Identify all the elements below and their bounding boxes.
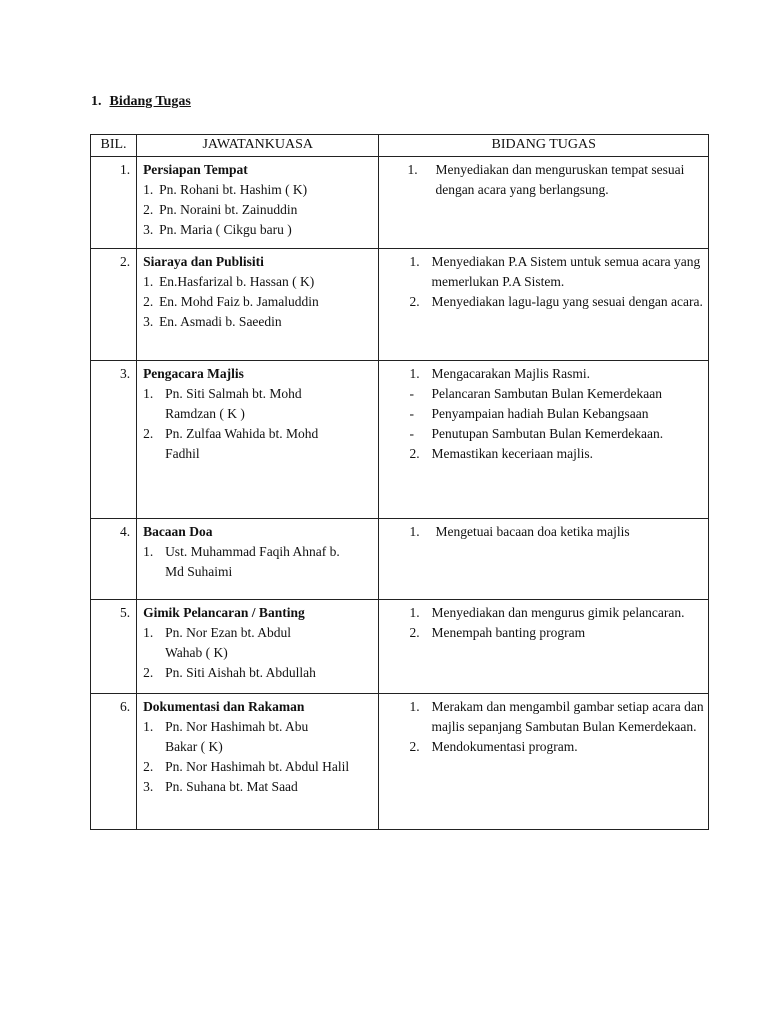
member-name: Pn. Suhana bt. Mat Saad [165, 779, 298, 794]
member-item [143, 717, 378, 757]
header-bil: BIL. [91, 135, 137, 157]
member-number: 1. [143, 386, 154, 401]
duty-text: Pelancaran Sambutan Bulan Kemerdekaan [431, 386, 662, 401]
duties-cell [379, 361, 709, 519]
duty-item [379, 404, 708, 424]
duty-marker: 2. [409, 446, 420, 461]
row-number: 3. [91, 361, 137, 519]
member-name: Pn. Nor Hashimah bt. Abdul Halil [165, 759, 350, 774]
header-duties: BIDANG TUGAS [379, 135, 709, 157]
committee-title: Persiapan Tempat [143, 162, 248, 177]
duty-marker: 2. [409, 739, 420, 754]
section-title: Bidang Tugas [109, 94, 191, 109]
committee-cell [137, 249, 379, 361]
duty-text: Mengetuai bacaan doa ketika majlis [435, 524, 630, 539]
table-row [91, 361, 709, 519]
member-number: 3. [143, 779, 154, 794]
duty-table [90, 134, 709, 830]
member-name: Ust. Muhammad Faqih Ahnaf b. [165, 544, 340, 559]
member-item [143, 292, 378, 312]
duty-text: Penyampaian hadiah Bulan Kebangsaan [431, 406, 649, 421]
duty-marker: 1. [409, 524, 420, 539]
duty-item [379, 737, 708, 757]
table-row [91, 600, 709, 694]
duty-item [379, 444, 708, 464]
member-number: 3. [143, 222, 154, 237]
member-number: 2. [143, 759, 154, 774]
member-name: Pn. Noraini bt. Zainuddin [159, 202, 298, 217]
duty-item [379, 384, 708, 404]
committee-cell [137, 519, 379, 600]
header-committee: JAWATANKUASA [137, 135, 379, 157]
duty-text: Memastikan keceriaan majlis. [431, 446, 594, 461]
member-name: Pn. Siti Salmah bt. Mohd [165, 386, 302, 401]
duty-item [379, 522, 708, 542]
duty-marker: 2. [409, 625, 420, 640]
member-number: 1. [143, 625, 154, 640]
member-name: En.Hasfarizal b. Hassan ( K) [159, 274, 315, 289]
duty-item [379, 603, 708, 623]
member-item [143, 542, 378, 582]
duty-text: Mendokumentasi program. [431, 739, 578, 754]
member-number: 1. [143, 544, 154, 559]
duty-item [379, 292, 708, 312]
member-name: Ramdzan ( K ) [165, 406, 245, 421]
duty-text: Menyediakan dan mengurus gimik pelancaran. [431, 605, 685, 620]
member-name: Pn. Zulfaa Wahida bt. Mohd [165, 426, 319, 441]
duty-text: Menyediakan lagu-lagu yang sesuai dengan acara. [431, 294, 703, 309]
committee-title: Dokumentasi dan Rakaman [143, 699, 305, 714]
committee-title: Siaraya dan Publisiti [143, 254, 264, 269]
duty-marker: 1. [409, 699, 420, 714]
duties-cell [379, 600, 709, 694]
member-number: 1. [143, 182, 154, 197]
duty-item [379, 252, 708, 292]
duty-text: Mengacarakan Majlis Rasmi. [431, 366, 591, 381]
member-number: 2. [143, 665, 154, 680]
table-header-row [91, 135, 709, 157]
member-number: 2. [143, 202, 154, 217]
duty-item [379, 364, 708, 384]
member-item [143, 200, 378, 220]
duties-cell [379, 157, 709, 249]
duty-item [379, 623, 708, 643]
member-number: 3. [143, 314, 154, 329]
committee-title: Bacaan Doa [143, 524, 213, 539]
duty-marker: - [409, 426, 414, 441]
member-item [143, 663, 378, 683]
section-heading [91, 94, 191, 110]
committee-cell [137, 157, 379, 249]
section-number: 1. [91, 94, 102, 109]
member-name: En. Asmadi b. Saeedin [159, 314, 282, 329]
member-item [143, 180, 378, 200]
table-row [91, 519, 709, 600]
member-name: Pn. Rohani bt. Hashim ( K) [159, 182, 308, 197]
duty-marker: 2. [409, 294, 420, 309]
member-item [143, 272, 378, 292]
member-item [143, 777, 378, 797]
member-item [143, 312, 378, 332]
duty-marker: - [409, 406, 414, 421]
row-number: 4. [91, 519, 137, 600]
member-item [143, 384, 378, 424]
duty-text: Menyediakan dan menguruskan tempat sesuai dengan acara yang berlangsung. [435, 162, 685, 197]
committee-title: Pengacara Majlis [143, 366, 244, 381]
member-number: 2. [143, 426, 154, 441]
duties-cell [379, 694, 709, 830]
member-number: 2. [143, 294, 154, 309]
table-body [91, 157, 709, 830]
member-name: En. Mohd Faiz b. Jamaluddin [159, 294, 319, 309]
member-name: Wahab ( K) [165, 645, 228, 660]
row-number: 5. [91, 600, 137, 694]
row-number: 1. [91, 157, 137, 249]
member-name: Md Suhaimi [165, 564, 233, 579]
row-number: 2. [91, 249, 137, 361]
duties-cell [379, 249, 709, 361]
member-name: Pn. Nor Ezan bt. Abdul [165, 625, 292, 640]
duty-text: Merakam dan mengambil gambar setiap acara dan majlis sepanjang Sambutan Bulan Kemerdekaan. [431, 699, 704, 734]
duties-cell [379, 519, 709, 600]
member-number: 1. [143, 719, 154, 734]
committee-cell [137, 600, 379, 694]
row-number: 6. [91, 694, 137, 830]
table-row [91, 249, 709, 361]
duty-marker: 1. [409, 605, 420, 620]
member-number: 1. [143, 274, 154, 289]
committee-cell [137, 694, 379, 830]
member-name: Pn. Siti Aishah bt. Abdullah [165, 665, 316, 680]
duty-text: Menempah banting program [431, 625, 586, 640]
duty-item [379, 697, 708, 737]
member-item [143, 623, 378, 663]
duty-marker: 1. [409, 254, 420, 269]
duty-text: Penutupan Sambutan Bulan Kemerdekaan. [431, 426, 664, 441]
table-row [91, 694, 709, 830]
member-item [143, 220, 378, 240]
duty-item [379, 424, 708, 444]
table-row [91, 157, 709, 249]
member-name: Fadhil [165, 446, 200, 461]
duty-marker: 1. [409, 366, 420, 381]
member-name: Bakar ( K) [165, 739, 223, 754]
duty-item [379, 160, 708, 200]
member-item [143, 424, 378, 464]
committee-title: Gimik Pelancaran / Banting [143, 605, 305, 620]
committee-cell [137, 361, 379, 519]
duty-marker: 1. [407, 162, 418, 177]
member-item [143, 757, 378, 777]
duty-marker: - [409, 386, 414, 401]
member-name: Pn. Nor Hashimah bt. Abu [165, 719, 309, 734]
duty-text: Menyediakan P.A Sistem untuk semua acara yang memerlukan P.A Sistem. [431, 254, 701, 289]
member-name: Pn. Maria ( Cikgu baru ) [159, 222, 292, 237]
